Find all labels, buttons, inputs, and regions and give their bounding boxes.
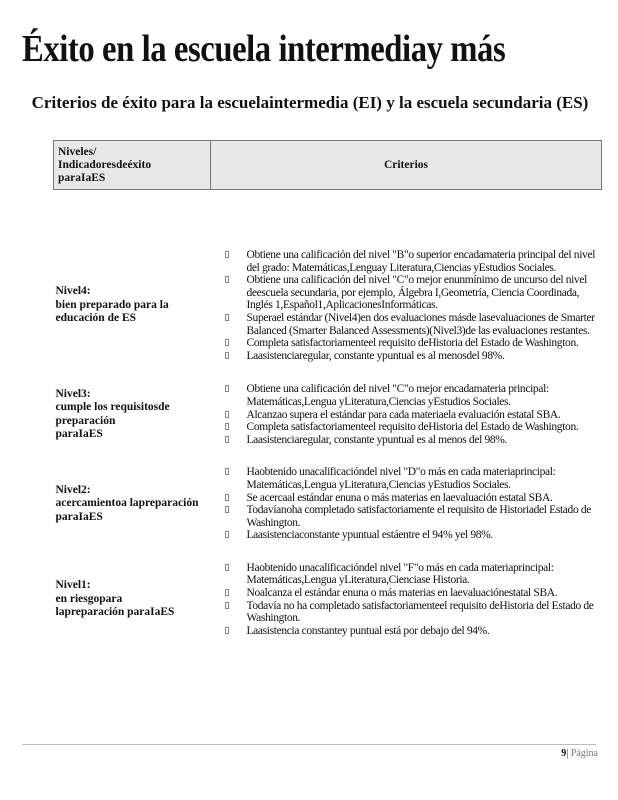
list-item [211,504,602,529]
list-item [211,600,602,625]
bullet-icon: ▯ [224,600,230,611]
criterion-text: Completa satisfactoriamenteel requisito deHistoria del Estado de Washington. [246,337,579,350]
level-cell [54,552,211,638]
level-cell [54,374,211,456]
bullet-icon: ▯ [224,350,230,361]
bullet-icon: ▯ [224,338,230,349]
table-row-level-4 [54,190,602,375]
list-item [211,409,602,422]
criterion-text: Obtiene una calificación del nivel "B"o superior encadamateria principal del nivel del grado: Matemáticas,Lenguay Literatura,Ciencias yEstudios Sociales. [246,249,596,274]
bullet-icon: ▯ [224,530,230,541]
list-item [211,312,602,337]
page-subtitle: Criterios de éxito para la escuelaintermedia (EI) y la escuela secundaria (ES) [31,93,589,112]
list-item [211,249,602,274]
header-criteria: Criterios [211,141,602,190]
list-item [211,434,602,447]
bullet-icon: ▯ [224,492,230,503]
criteria-list [211,383,602,446]
header-levels-line: Indicadoresdeéxito [58,158,152,171]
list-item [211,587,602,600]
list-item [211,421,602,434]
table-row-level-2 [54,456,602,552]
bullet-icon: ▯ [224,422,230,433]
bullet-icon: ▯ [224,434,230,445]
level-name: Nivel2: [55,483,91,496]
header-levels-line: paraIaES [58,171,106,184]
bullet-icon: ▯ [224,562,230,573]
header-levels [54,141,211,190]
level-desc-line: preparación [55,414,116,427]
level-name: Nivel3: [55,387,91,400]
level-desc-line: paraIaES [55,428,103,441]
criteria-cell [211,190,602,375]
criteria-list [211,466,602,542]
list-item [211,350,602,363]
criterion-text: Completa satisfactoriamenteel requisito deHistoria del Estado de Washington. [246,421,579,434]
criteria-list [211,249,602,362]
page-number: 9 [561,748,567,759]
list-item [211,383,602,408]
table-row-level-3 [54,374,602,456]
criterion-text: Laasistencia constantey puntual está por debajo del 94%. [246,624,490,637]
criteria-list [211,562,602,638]
criteria-cell [211,456,602,552]
bullet-icon: ▯ [224,275,230,286]
bullet-icon: ▯ [224,409,230,420]
bullet-icon: ▯ [224,625,230,636]
level-name: Nivel4: [55,285,91,298]
table-row-level-1 [54,552,602,638]
criterion-text: Laasistenciaregular, constante ypuntual es al menosdel 98%. [246,349,505,362]
criterion-text: Haobtenido unacalificacióndel nivel "F"o más en cada materiaprincipal: Matemáticas,Lengua yLiteratura,Cienciase Historia. [246,561,554,587]
bullet-icon: ▯ [224,250,230,260]
level-desc-line: lapreparación paraIaES [55,606,175,619]
level-cell [54,456,211,552]
page-word: Página [570,748,598,759]
level-cell [54,190,211,375]
level-desc-line: en riesgopara [55,592,123,605]
criterion-text: Se acercaal estándar enuna o más materias en laevaluación estatal SBA. [246,491,553,504]
level-desc-line: paraIaES [55,510,103,523]
page-title: Éxito en la escuela intermediay más [22,28,506,70]
criterion-text: Obtiene una calificación del nivel "C"o mejor enunmínimo de uncurso del nivel deescuela secundaria, por ejemplo, Álgebra I,Geometría, Ciencia Coordinada, Inglés 1,Español1,AplicacionesInformáticas. [246,274,587,312]
level-desc-line: educación de ES [55,312,137,325]
criterion-text: Laasistenciaconstante ypuntual estáentre el 94% yel 98%. [246,529,493,542]
criterion-text: Laasistenciaregular, constante ypuntual es al menos del 98%. [246,433,508,446]
criteria-cell [211,552,602,638]
bullet-icon: ▯ [224,588,230,599]
criterion-text: Todavía no ha completado satisfactoriamenteel requisito deHistoria del Estado de Washington. [246,599,594,625]
level-name: Nivel1: [55,579,91,592]
header-levels-line: Niveles/ [58,145,97,158]
list-item [211,529,602,542]
criterion-text: Todavíanoha completado satisfactoriamente el requisito de Historiadel Estado de Washington. [246,504,592,529]
criterion-text: Haobtenido unacalificacióndel nivel "D"o más en cada materiaprincipal: Matemáticas,Lengua yLiteratura,Ciencias yEstudios Sociales. [246,466,556,491]
criteria-cell [211,374,602,456]
list-item [211,337,602,350]
list-item [211,492,602,505]
criterion-text: Alcanzao supera el estándar para cada materiaela evaluación estatal SBA. [246,408,561,421]
list-item [211,625,602,638]
bullet-icon: ▯ [224,312,230,323]
criterion-text: Noalcanza el estándar enuna o más materias en laevaluaciónestatal SBA. [246,587,558,600]
criterion-text: Obtiene una calificación del nivel "C"o mejor encadamateria principal: Matemáticas,Lengua yLiteratura,Ciencias yEstudios Sociales. [246,383,549,408]
criterion-text: Superael estándar (Nivel4)en dos evaluaciones másde lasevaluaciones de Smarter Balanced (Smarter Balanced Assessments)(Nivel3)de las evaluaciones restantes. [246,311,595,337]
footer-separator: | [566,748,569,759]
level-desc-line: cumple los requisitosde [55,401,170,414]
page-footer [561,748,598,759]
table-header-row [54,141,602,190]
level-desc-line: acercamientoa lapreparación [55,497,199,510]
list-item [211,466,602,491]
bullet-icon: ▯ [224,467,230,478]
list-item [211,274,602,312]
criteria-table [53,140,602,637]
level-desc-line: bien preparado para la [55,298,169,311]
list-item [211,562,602,587]
bullet-icon: ▯ [224,384,230,395]
footer-divider [22,744,596,745]
bullet-icon: ▯ [224,505,230,516]
